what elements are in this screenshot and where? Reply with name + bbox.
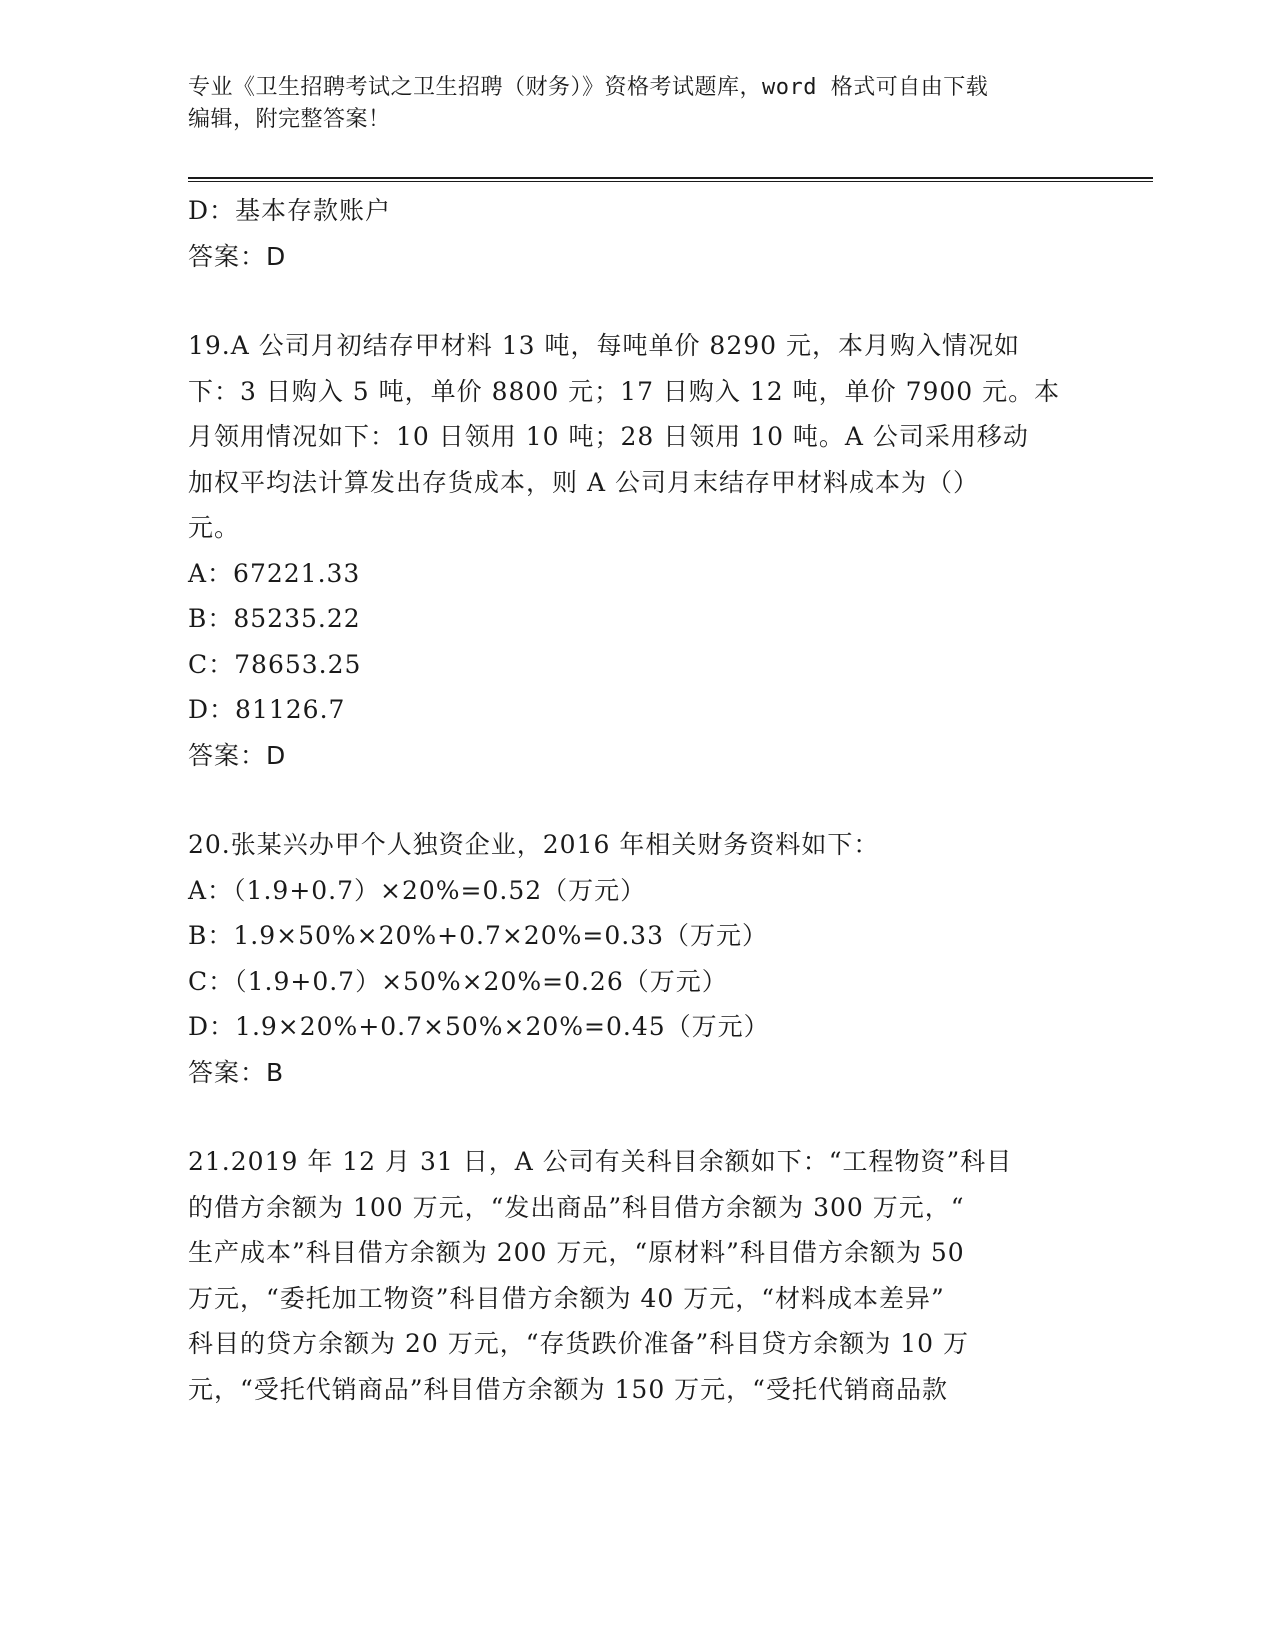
question-text-line: 元。 (188, 513, 241, 542)
question-text-line: 的借方余额为 100 万元，“发出商品”科目借方余额为 300 万元，“ (188, 1192, 965, 1222)
document-body (188, 188, 1078, 1412)
option-b: B：1.9×50%×20%+0.7×20%=0.33（万元） (188, 921, 768, 950)
question-20 (188, 822, 1078, 1095)
option-c: C：78653.25 (188, 649, 362, 679)
option-b: B：85235.22 (188, 604, 361, 633)
option-a: A：（1.9+0.7）×20%=0.52（万元） (188, 875, 647, 905)
question-text-line: 20.张某兴办甲个人独资企业，2016 年相关财务资料如下： (188, 830, 880, 859)
question-text-line: 下：3 日购入 5 吨，单价 8800 元；17 日购入 12 吨，单价 7900 元。本 (188, 376, 1061, 406)
answer-line: 答案：B (188, 1057, 285, 1087)
option-d: D：基本存款账户 (188, 196, 392, 225)
option-c: C：（1.9+0.7）×50%×20%=0.26（万元） (188, 966, 728, 996)
answer-line: 答案：D (188, 740, 287, 770)
header-line-2: 编辑，附完整答案！ (188, 107, 391, 132)
question-text-line: 万元，“委托加工物资”科目借方余额为 40 万元，“材料成本差异” (188, 1283, 945, 1313)
question-text-line: 21.2019 年 12 月 31 日，A 公司有关科目余额如下：“工程物资”科目 (188, 1147, 1013, 1176)
spacer (188, 279, 1078, 323)
option-d: D：1.9×20%+0.7×50%×20%=0.45（万元） (188, 1012, 770, 1041)
option-a: A：67221.33 (188, 558, 361, 588)
option-d: D：81126.7 (188, 695, 346, 724)
header-divider-thin (188, 181, 1153, 182)
question-text-line: 生产成本”科目借方余额为 200 万元，“原材料”科目借方余额为 50 (188, 1238, 965, 1267)
question-19 (188, 323, 1078, 778)
question-21 (188, 1139, 1078, 1412)
question-text-line: 19.A 公司月初结存甲材料 13 吨，每吨单价 8290 元，本月购入情况如 (188, 331, 1020, 360)
question-text-line: 元，“受托代销商品”科目借方余额为 150 万元，“受托代销商品款 (188, 1374, 948, 1404)
question-text-line: 加权平均法计算发出存货成本，则 A 公司月末结存甲材料成本为（） (188, 467, 979, 497)
header-divider-thick (188, 177, 1153, 179)
question-text-line: 月领用情况如下：10 日领用 10 吨；28 日领用 10 吨。A 公司采用移动 (188, 422, 1029, 451)
document-header (188, 72, 1078, 136)
question-text-line: 科目的贷方余额为 20 万元，“存货跌价准备”科目贷方余额为 10 万 (188, 1329, 969, 1358)
spacer (188, 778, 1078, 822)
previous-question-tail (188, 188, 1078, 279)
spacer (188, 1095, 1078, 1139)
header-line-1: 专业《卫生招聘考试之卫生招聘（财务）》资格考试题库，word 格式可自由下载 (188, 75, 989, 100)
answer-line: 答案：D (188, 241, 287, 271)
